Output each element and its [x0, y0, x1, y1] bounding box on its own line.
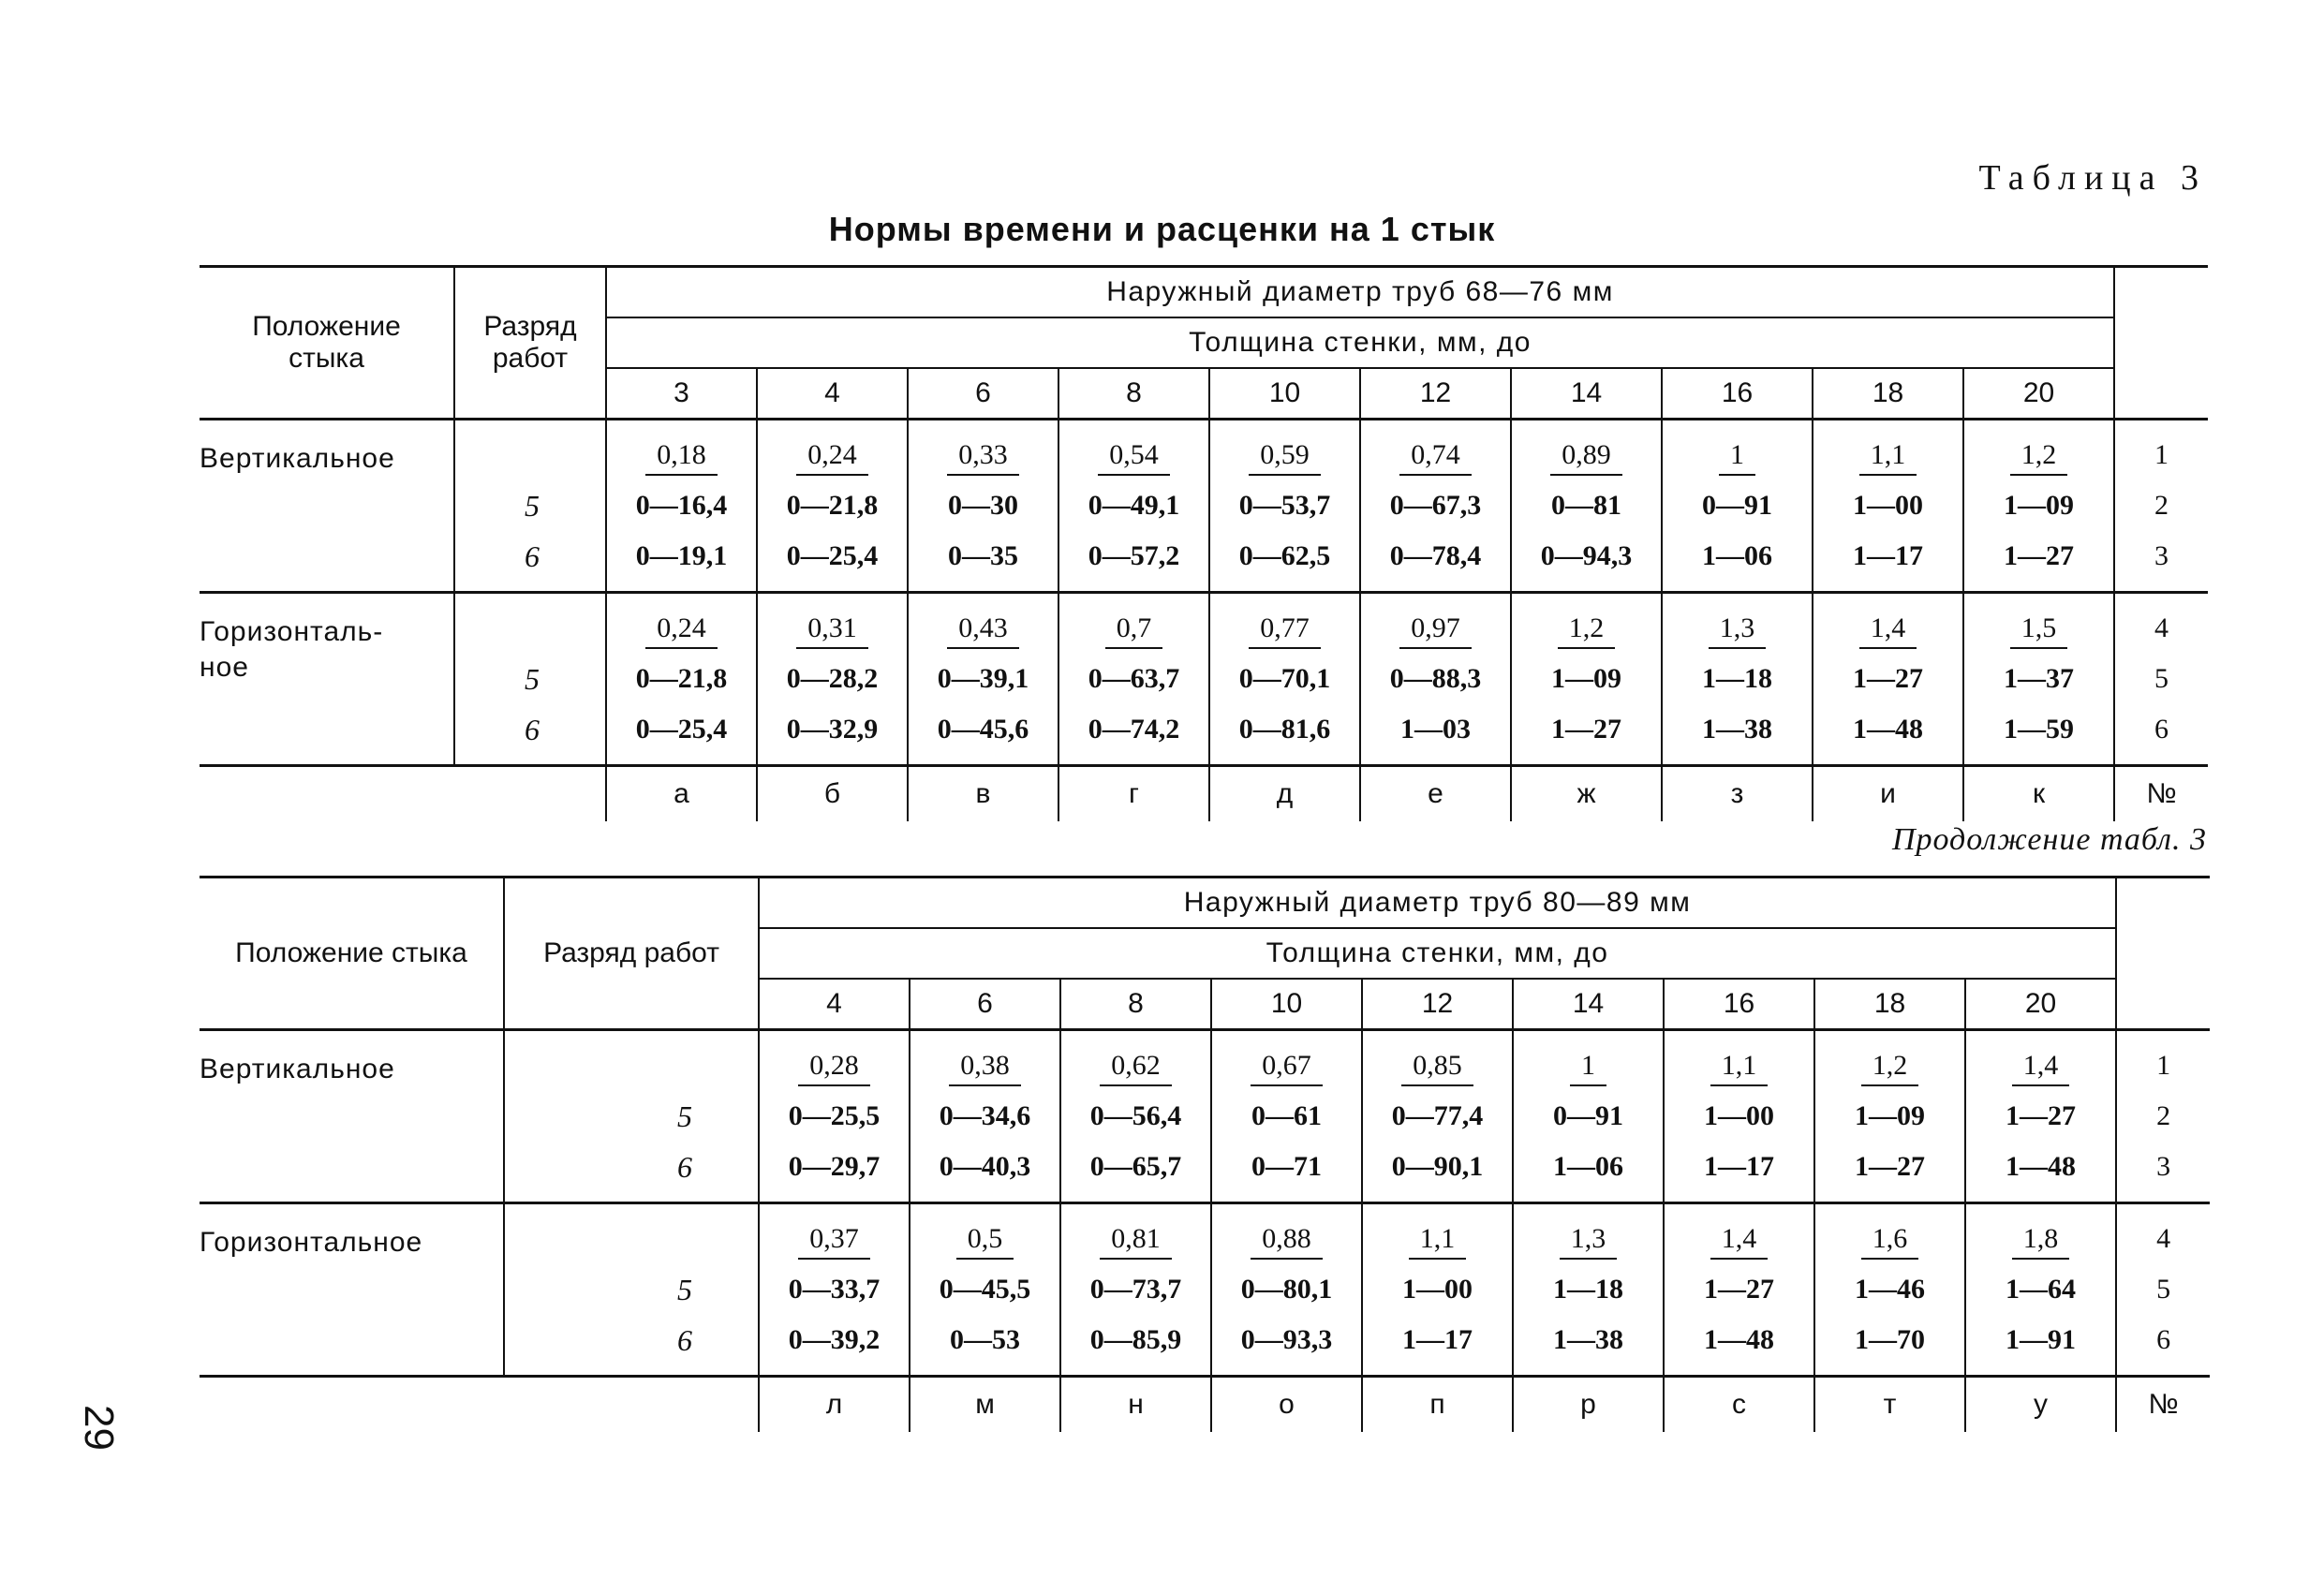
diameter-header: Наружный диаметр труб 68—76 мм [606, 267, 2114, 318]
column-letters-row [200, 766, 2208, 822]
column-letter: б [757, 766, 908, 822]
column-letter: е [1360, 766, 1511, 822]
rate-rank-6: 0—57,2 [1088, 540, 1180, 571]
time-norm: 1,1 [1710, 1047, 1769, 1086]
row-number: 5 [2154, 663, 2169, 694]
norms-table-80-89 [200, 876, 2210, 1432]
data-group-row [200, 1203, 2210, 1377]
time-norm: 1,6 [1861, 1220, 1919, 1260]
time-norm: 0,62 [1100, 1047, 1172, 1086]
time-norm: 1,4 [1710, 1220, 1769, 1260]
page-title: Нормы времени и расценки на 1 стык [828, 210, 1496, 248]
rank-value: 5 [525, 662, 540, 696]
norm-cell [1662, 420, 1813, 593]
norm-cell [1209, 593, 1360, 766]
position-label: Горизонтальное [200, 1203, 504, 1377]
data-group-row [200, 593, 2208, 766]
rate-rank-6: 0—71 [1251, 1151, 1322, 1182]
rate-rank-6: 0—78,4 [1389, 540, 1482, 571]
row-number-header [2116, 878, 2210, 1030]
rate-rank-5: 0—45,5 [939, 1274, 1031, 1305]
data-group-row [200, 420, 2208, 593]
rate-rank-6: 1—27 [2004, 540, 2075, 571]
time-norm: 1,4 [1859, 610, 1917, 649]
time-norm: 0,54 [1098, 436, 1170, 476]
norm-cell [1813, 593, 1963, 766]
thickness-value: 20 [1965, 979, 2116, 1030]
rate-rank-5: 0—53,7 [1238, 490, 1331, 521]
rank-cell [504, 1030, 759, 1203]
row-number: 2 [2156, 1100, 2171, 1131]
time-norm: 1,8 [2012, 1220, 2070, 1260]
diameter-header: Наружный диаметр труб 80—89 мм [759, 878, 2116, 929]
header-row [200, 878, 2210, 929]
time-norm: 0,37 [798, 1220, 870, 1260]
thickness-value: 18 [1814, 979, 1965, 1030]
column-letter: д [1209, 766, 1360, 822]
time-norm: 1 [1570, 1047, 1606, 1086]
column-letter: и [1813, 766, 1963, 822]
thickness-value: 14 [1513, 979, 1664, 1030]
rank-value: 6 [525, 713, 540, 746]
norm-cell [1060, 1203, 1211, 1377]
rate-rank-5: 0—39,1 [937, 663, 1029, 694]
norm-cell [1511, 593, 1662, 766]
row-number: 5 [2156, 1274, 2171, 1305]
thickness-value: 12 [1360, 368, 1511, 420]
empty-cell [200, 1377, 504, 1433]
rate-rank-5: 1—00 [1402, 1274, 1473, 1305]
column-letter: с [1664, 1377, 1814, 1433]
rank-spacer [455, 430, 605, 480]
rate-rank-6: 0—40,3 [939, 1151, 1031, 1182]
norm-cell [908, 420, 1058, 593]
rate-rank-5: 1—18 [1702, 663, 1772, 694]
time-norm: 0,33 [947, 436, 1019, 476]
row-number: 6 [2154, 714, 2169, 745]
time-norm: 1,3 [1709, 610, 1767, 649]
column-letter: г [1058, 766, 1209, 822]
data-group-row [200, 1030, 2210, 1203]
rate-rank-6: 1—38 [1702, 714, 1772, 745]
rate-rank-5: 0—33,7 [788, 1274, 881, 1305]
row-numbers [2116, 1203, 2210, 1377]
rate-rank-5: 1—27 [2006, 1100, 2077, 1131]
rank-spacer [505, 1040, 758, 1091]
time-norm: 0,77 [1249, 610, 1321, 649]
time-norm: 0,31 [796, 610, 868, 649]
row-number: 4 [2154, 612, 2169, 643]
time-norm: 1,5 [2010, 610, 2068, 649]
rate-rank-5: 1—37 [2004, 663, 2075, 694]
column-letter: з [1662, 766, 1813, 822]
rate-rank-6: 1—06 [1702, 540, 1772, 571]
rate-rank-6: 0—29,7 [788, 1151, 881, 1182]
row-numbers [2116, 1030, 2210, 1203]
rate-rank-5: 0—34,6 [939, 1100, 1031, 1131]
rate-rank-5: 1—00 [1853, 490, 1923, 521]
rate-rank-5: 1—18 [1553, 1274, 1623, 1305]
column-letter: п [1362, 1377, 1513, 1433]
time-norm: 0,85 [1401, 1047, 1473, 1086]
row-number: 3 [2156, 1151, 2171, 1182]
thickness-value: 4 [759, 979, 910, 1030]
rate-rank-6: 0—25,4 [786, 540, 879, 571]
norm-cell [1058, 593, 1209, 766]
rate-rank-5: 0—28,2 [786, 663, 879, 694]
thickness-header: Толщина стенки, мм, до [606, 317, 2114, 368]
column-letter: ж [1511, 766, 1662, 822]
norm-cell [606, 420, 757, 593]
norm-cell [1362, 1030, 1513, 1203]
rank-header: Разряд работ [504, 878, 759, 1030]
page-number: 29 [76, 1405, 122, 1451]
rate-rank-5: 0—56,4 [1089, 1100, 1182, 1131]
time-norm: 0,38 [949, 1047, 1021, 1086]
norm-cell [1211, 1203, 1362, 1377]
thickness-value: 18 [1813, 368, 1963, 420]
time-norm: 1,2 [2010, 436, 2068, 476]
thickness-value: 10 [1211, 979, 1362, 1030]
position-header: Положение стыка [200, 878, 504, 1030]
thickness-value: 6 [908, 368, 1058, 420]
position-label: Вертикальное [200, 420, 454, 593]
time-norm: 1,4 [2012, 1047, 2070, 1086]
norm-cell [1360, 420, 1511, 593]
rate-rank-5: 0—80,1 [1240, 1274, 1333, 1305]
rate-rank-6: 0—81,6 [1238, 714, 1331, 745]
row-number-header [2114, 267, 2208, 420]
norm-cell [1963, 593, 2114, 766]
row-number: 1 [2154, 439, 2169, 470]
norm-cell [908, 593, 1058, 766]
rate-rank-5: 0—88,3 [1389, 663, 1482, 694]
rate-rank-6: 1—17 [1853, 540, 1923, 571]
rate-rank-6: 0—94,3 [1540, 540, 1633, 571]
rank-spacer [455, 603, 605, 654]
empty-cell [454, 766, 606, 822]
norm-cell [759, 1030, 910, 1203]
rate-rank-6: 1—17 [1402, 1324, 1473, 1355]
norm-cell [1362, 1203, 1513, 1377]
rate-rank-5: 0—63,7 [1088, 663, 1180, 694]
norm-cell [757, 593, 908, 766]
rate-rank-6: 1—59 [2004, 714, 2075, 745]
row-numbers [2114, 420, 2208, 593]
thickness-value: 16 [1664, 979, 1814, 1030]
thickness-value: 3 [606, 368, 757, 420]
rate-rank-6: 0—39,2 [788, 1324, 881, 1355]
rate-rank-6: 0—85,9 [1089, 1324, 1182, 1355]
time-norm: 0,5 [956, 1220, 1014, 1260]
rank-value: 5 [677, 1099, 692, 1133]
rank-value: 6 [677, 1323, 692, 1357]
column-letter: у [1965, 1377, 2116, 1433]
rate-rank-6: 0—93,3 [1240, 1324, 1333, 1355]
norm-cell [1814, 1203, 1965, 1377]
empty-cell [200, 766, 454, 822]
time-norm: 0,24 [796, 436, 868, 476]
rate-rank-5: 0—21,8 [635, 663, 728, 694]
row-number: 3 [2154, 540, 2169, 571]
norm-cell [1814, 1030, 1965, 1203]
column-letter: а [606, 766, 757, 822]
norm-cell [606, 593, 757, 766]
norm-cell [1058, 420, 1209, 593]
thickness-value: 20 [1963, 368, 2114, 420]
row-number: 1 [2156, 1050, 2171, 1081]
thickness-value: 8 [1058, 368, 1209, 420]
rate-rank-5: 1—27 [1704, 1274, 1774, 1305]
thickness-value: 10 [1209, 368, 1360, 420]
time-norm: 0,81 [1100, 1220, 1172, 1260]
norm-cell [1664, 1030, 1814, 1203]
norm-cell [1965, 1030, 2116, 1203]
norm-cell [1813, 420, 1963, 593]
rate-rank-5: 0—49,1 [1088, 490, 1180, 521]
rank-value: 6 [525, 539, 540, 573]
rate-rank-6: 0—53 [950, 1324, 1020, 1355]
rate-rank-6: 0—62,5 [1238, 540, 1331, 571]
rank-cell [454, 593, 606, 766]
rate-rank-6: 1—91 [2006, 1324, 2077, 1355]
rate-rank-6: 1—03 [1400, 714, 1471, 745]
position-label: Горизонталь- ное [200, 593, 454, 766]
time-norm: 1,2 [1558, 610, 1616, 649]
time-norm: 0,7 [1105, 610, 1163, 649]
norm-cell [1511, 420, 1662, 593]
rank-value: 5 [525, 489, 540, 523]
rate-rank-5: 0—25,5 [788, 1100, 881, 1131]
rate-rank-5: 0—73,7 [1089, 1274, 1182, 1305]
time-norm: 0,28 [798, 1047, 870, 1086]
rate-rank-6: 0—32,9 [786, 714, 879, 745]
position-label: Вертикальное [200, 1030, 504, 1203]
norm-cell [1211, 1030, 1362, 1203]
rate-rank-5: 1—09 [1551, 663, 1621, 694]
number-sign: № [2114, 766, 2208, 822]
rate-rank-6: 0—74,2 [1088, 714, 1180, 745]
header-row [200, 267, 2208, 318]
rank-value: 5 [677, 1273, 692, 1306]
norm-cell [1360, 593, 1511, 766]
rank-header: Разряд работ [454, 267, 606, 420]
norm-cell [1513, 1030, 1664, 1203]
thickness-value: 4 [757, 368, 908, 420]
rate-rank-5: 0—77,4 [1391, 1100, 1484, 1131]
time-norm: 0,88 [1251, 1220, 1323, 1260]
rate-rank-5: 0—61 [1251, 1100, 1322, 1131]
column-letter: в [908, 766, 1058, 822]
rate-rank-5: 1—00 [1704, 1100, 1774, 1131]
rate-rank-6: 0—90,1 [1391, 1151, 1484, 1182]
row-number: 6 [2156, 1324, 2171, 1355]
column-letter: р [1513, 1377, 1664, 1433]
thickness-header: Толщина стенки, мм, до [759, 928, 2116, 979]
number-sign: № [2116, 1377, 2210, 1433]
thickness-value: 8 [1060, 979, 1211, 1030]
norm-cell [759, 1203, 910, 1377]
rate-rank-5: 1—09 [2004, 490, 2075, 521]
time-norm: 0,67 [1251, 1047, 1323, 1086]
rate-rank-6: 1—48 [1853, 714, 1923, 745]
time-norm: 0,59 [1249, 436, 1321, 476]
norm-cell [910, 1030, 1060, 1203]
rate-rank-5: 0—30 [948, 490, 1018, 521]
column-letters-row [200, 1377, 2210, 1433]
rate-rank-5: 1—64 [2006, 1274, 2077, 1305]
thickness-value: 6 [910, 979, 1060, 1030]
row-numbers [2114, 593, 2208, 766]
norm-cell [1513, 1203, 1664, 1377]
table-label: Таблица 3 [1978, 158, 2207, 198]
rank-value: 6 [677, 1150, 692, 1184]
rate-rank-5: 0—21,8 [786, 490, 879, 521]
time-norm: 1 [1719, 436, 1755, 476]
column-letter: о [1211, 1377, 1362, 1433]
rate-rank-5: 0—91 [1553, 1100, 1623, 1131]
rate-rank-5: 0—81 [1551, 490, 1621, 521]
continuation-label: Продолжение табл. 3 [1891, 822, 2207, 857]
time-norm: 1,2 [1861, 1047, 1919, 1086]
rate-rank-6: 1—70 [1855, 1324, 1925, 1355]
rate-rank-5: 0—67,3 [1389, 490, 1482, 521]
rate-rank-6: 1—06 [1553, 1151, 1623, 1182]
time-norm: 0,89 [1550, 436, 1622, 476]
rate-rank-6: 0—35 [948, 540, 1018, 571]
rate-rank-6: 1—17 [1704, 1151, 1774, 1182]
norms-table-68-76 [200, 265, 2208, 821]
norm-cell [1662, 593, 1813, 766]
time-norm: 0,74 [1399, 436, 1472, 476]
column-letter: л [759, 1377, 910, 1433]
norm-cell [1664, 1203, 1814, 1377]
time-norm: 0,43 [947, 610, 1019, 649]
rate-rank-6: 0—45,6 [937, 714, 1029, 745]
column-letter: н [1060, 1377, 1211, 1433]
time-norm: 0,97 [1399, 610, 1472, 649]
time-norm: 1,3 [1560, 1220, 1618, 1260]
norm-cell [1963, 420, 2114, 593]
rate-rank-5: 0—70,1 [1238, 663, 1331, 694]
norm-cell [1965, 1203, 2116, 1377]
rate-rank-6: 0—65,7 [1089, 1151, 1182, 1182]
rate-rank-6: 0—19,1 [635, 540, 728, 571]
rate-rank-5: 1—27 [1853, 663, 1923, 694]
rate-rank-6: 1—27 [1551, 714, 1621, 745]
rank-cell [454, 420, 606, 593]
rank-spacer [505, 1214, 758, 1264]
column-letter: т [1814, 1377, 1965, 1433]
rate-rank-5: 0—16,4 [635, 490, 728, 521]
time-norm: 0,24 [645, 610, 718, 649]
norm-cell [910, 1203, 1060, 1377]
rate-rank-6: 1—48 [2006, 1151, 2077, 1182]
rate-rank-6: 1—38 [1553, 1324, 1623, 1355]
thickness-value: 14 [1511, 368, 1662, 420]
rate-rank-5: 1—09 [1855, 1100, 1925, 1131]
rate-rank-6: 1—27 [1855, 1151, 1925, 1182]
time-norm: 1,1 [1859, 436, 1917, 476]
norm-cell [1060, 1030, 1211, 1203]
column-letter: м [910, 1377, 1060, 1433]
row-number: 4 [2156, 1223, 2171, 1254]
rate-rank-5: 0—91 [1702, 490, 1772, 521]
rate-rank-6: 0—25,4 [635, 714, 728, 745]
column-letter: к [1963, 766, 2114, 822]
rank-cell [504, 1203, 759, 1377]
rate-rank-6: 1—48 [1704, 1324, 1774, 1355]
norm-cell [1209, 420, 1360, 593]
time-norm: 1,1 [1409, 1220, 1467, 1260]
empty-cell [504, 1377, 759, 1433]
position-header: Положение стыка [200, 267, 454, 420]
norm-cell [757, 420, 908, 593]
row-number: 2 [2154, 490, 2169, 521]
time-norm: 0,18 [645, 436, 718, 476]
thickness-value: 12 [1362, 979, 1513, 1030]
thickness-value: 16 [1662, 368, 1813, 420]
rate-rank-5: 1—46 [1855, 1274, 1925, 1305]
